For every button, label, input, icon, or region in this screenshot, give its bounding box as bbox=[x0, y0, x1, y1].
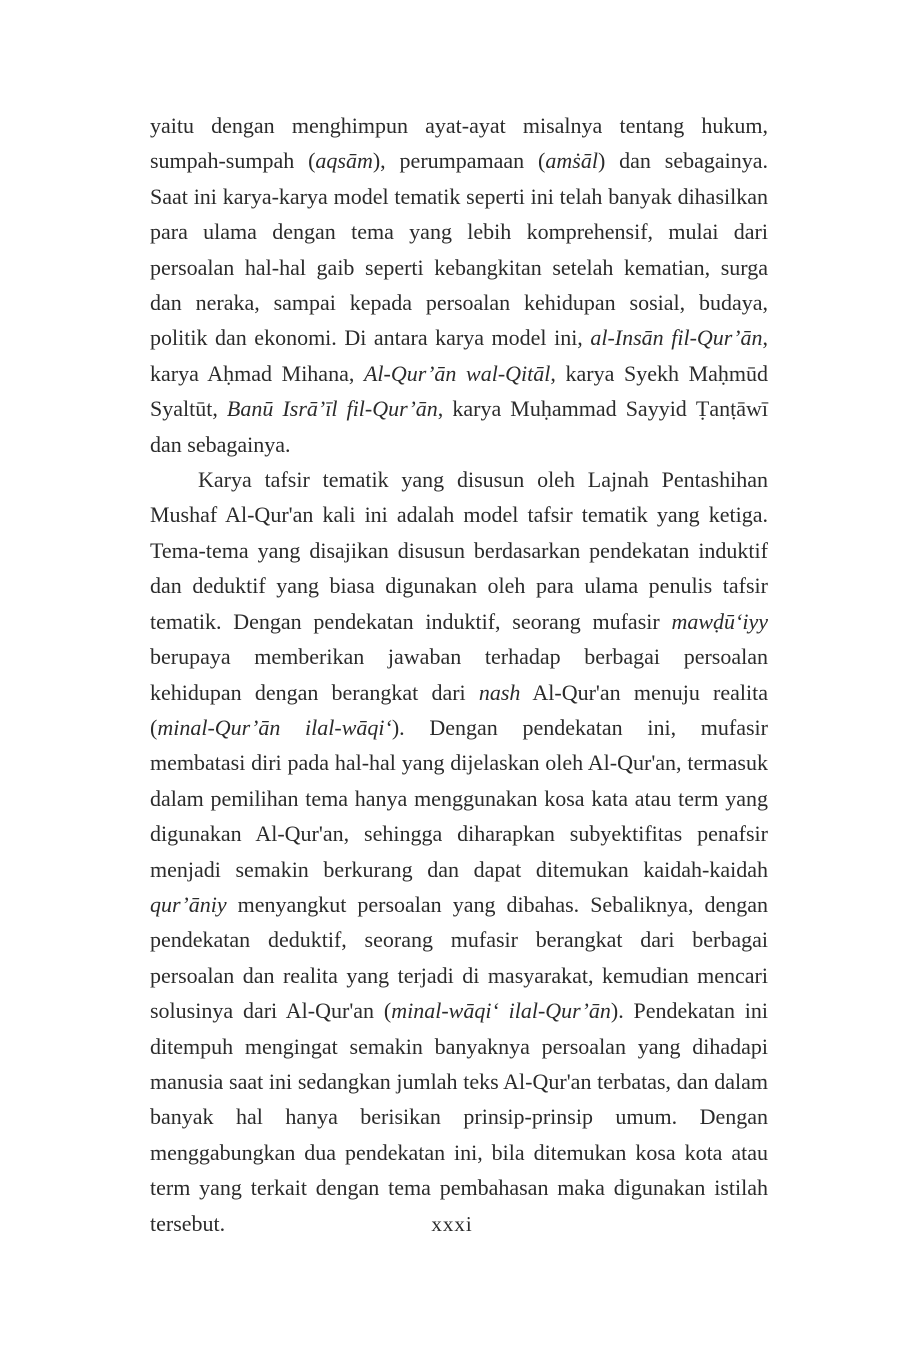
italic-term: Banū Isrā’īl fil-Qur’ān bbox=[226, 396, 438, 422]
italic-term: nash bbox=[478, 679, 521, 705]
text-run: ). Pendekatan ini ditempuh mengingat semakin banyaknya persoalan yang dihadapi manusia saat ini sedangkan jumlah teks Al-Qur'an terbatas, dan dalam banyak hal hanya berisikan prinsip-prinsip umum. Dengan menggabungkan dua pendekatan ini, bila ditemukan kosa kota atau term yang terkait dengan tema pembahasan maka digunakan istilah tersebut. bbox=[150, 998, 769, 1236]
text-run: menyangkut persoalan yang dibahas. Sebaliknya, dengan pendekatan deduktif, seorang mufasir berangkat dari berbagai persoalan dan realita yang terjadi di masyarakat, kemudian mencari solusinya dari Al-Qur'an ( bbox=[150, 891, 768, 1024]
text-run: yaitu dengan menghimpun ayat-ayat misalnya tentang hukum, sumpah-sumpah ( bbox=[150, 113, 768, 174]
italic-term: mawḍū‘iyy bbox=[671, 608, 768, 634]
italic-term: amṡāl bbox=[545, 148, 598, 174]
text-run: berupaya memberikan jawaban terhadap berbagai persoalan kehidupan dengan berangkat dari bbox=[150, 644, 768, 705]
text-run: , karya Aḥmad Mihana, bbox=[150, 325, 768, 386]
page-number: xxxi bbox=[431, 1212, 473, 1236]
text-run: ) dan sebagainya. Saat ini karya-karya model tematik seperti ini telah banyak dihasilkan para ulama dengan tema yang lebih komprehensif, mulai dari persoalan hal-hal gaib seperti kebangkitan setelah kematian, surga dan neraka, sampai kepada persoalan kehidupan sosial, budaya, politik dan ekonomi. Di antara karya model ini, bbox=[150, 148, 769, 351]
text-run: ). Dengan pendekatan ini, mufasir membatasi diri pada hal-hal yang dijelaskan oleh Al-Qur'an, termasuk dalam pemilihan tema hanya menggunakan kosa kata atau term yang digunakan Al-Qur'an, sehingga diharapkan subyektifitas penafsir menjadi semakin berkurang dan dapat ditemukan kaidah-kaidah bbox=[150, 714, 768, 882]
text-run: Al-Qur'an menuju realita ( bbox=[150, 679, 768, 740]
italic-term: minal-wāqi‘ ilal-Qur’ān bbox=[391, 998, 611, 1024]
paragraph-2 bbox=[150, 462, 768, 1241]
italic-term: Al-Qur’ān wal-Qitāl bbox=[363, 360, 551, 386]
text-run: Karya tafsir tematik yang disusun oleh Lajnah Pentashihan Mushaf Al-Qur'an kali ini adalah model tafsir tematik yang ketiga. Tema-tema yang disajikan disusun berdasarkan pendekatan induktif dan deduktif yang biasa digunakan oleh para ulama penulis tafsir tematik. Dengan pendekatan induktif, seorang mufasir bbox=[150, 467, 768, 634]
italic-term: qur’āniy bbox=[150, 891, 227, 917]
text-run: , karya Syekh Maḥmūd Syaltūt, bbox=[150, 360, 769, 422]
paragraph-1 bbox=[150, 108, 768, 462]
italic-term: aqsām bbox=[315, 148, 373, 174]
italic-term: minal-Qur’ān ilal-wāqi‘ bbox=[157, 714, 392, 740]
page-body bbox=[150, 108, 768, 1241]
text-run: , karya Muḥammad Sayyid Ṭanṭāwī dan sebagainya. bbox=[150, 396, 768, 457]
text-run: ), perumpamaan ( bbox=[372, 148, 546, 174]
italic-term: al-Insān fil-Qur’ān bbox=[590, 325, 763, 351]
